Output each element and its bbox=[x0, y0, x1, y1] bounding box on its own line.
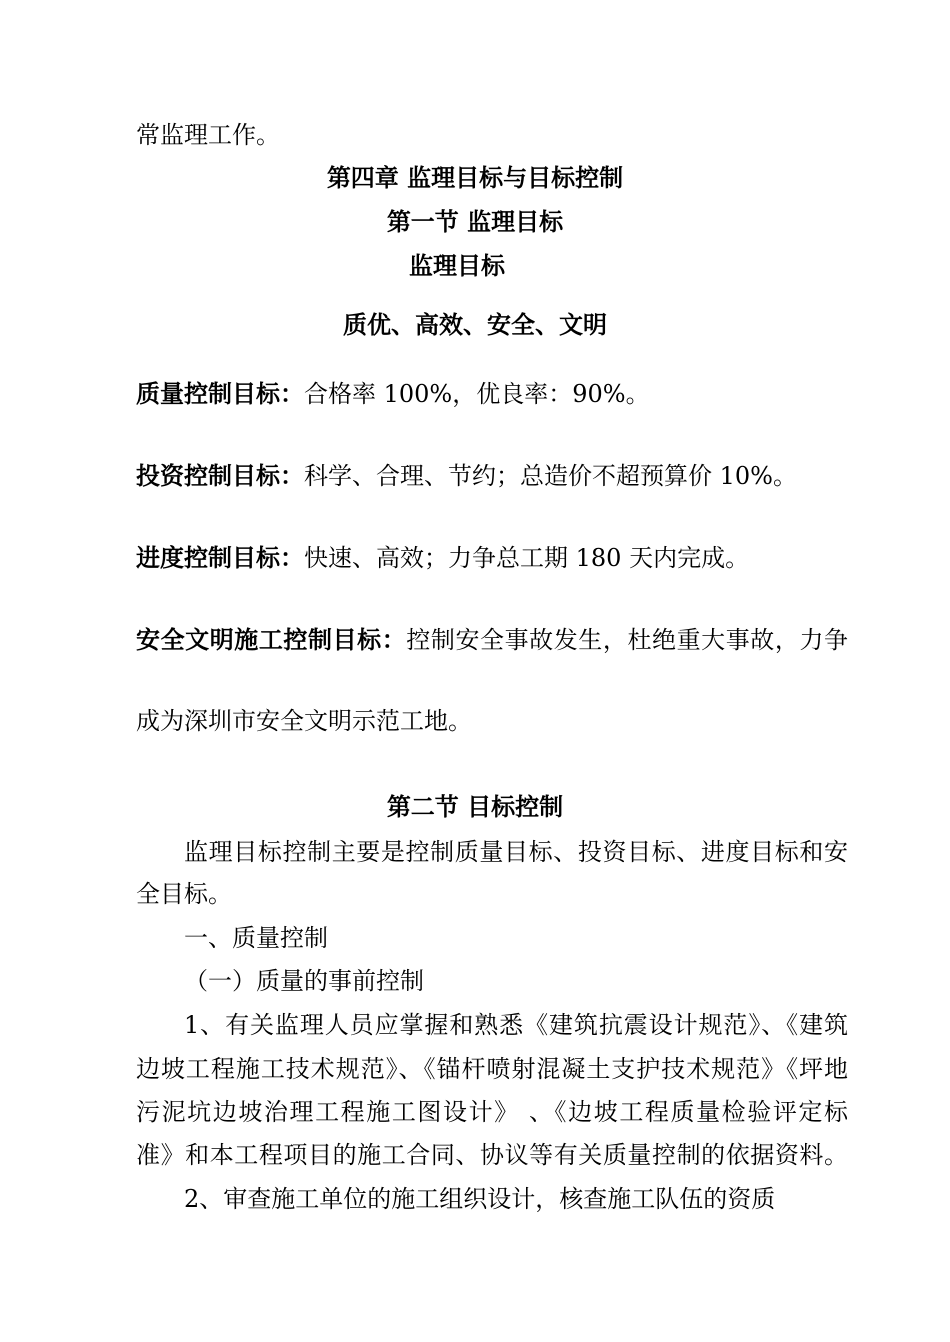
investment-goal-label: 投资控制目标： bbox=[136, 462, 304, 490]
schedule-goal-text: 快速、高效；力争总工期 180 天内完成。 bbox=[304, 544, 750, 572]
goal-summary: 质优、高效、安全、文明 bbox=[343, 311, 607, 339]
safety-goal-text-line1: 控制安全事故发生，杜绝重大事故，力争 bbox=[406, 626, 849, 654]
schedule-goal-label: 进度控制目标： bbox=[136, 544, 304, 572]
investment-goal bbox=[136, 461, 797, 491]
quality-goal bbox=[136, 379, 650, 409]
schedule-goal bbox=[136, 543, 749, 573]
item1-line2: 边坡工程施工技术规范》、《锚杆喷射混凝土支护技术规范》《坪地 bbox=[136, 1055, 848, 1083]
continuation-text: 常监理工作。 bbox=[136, 121, 280, 149]
item1-line3: 污泥坑边坡治理工程施工图设计》 、《边坡工程质量检验评定标 bbox=[136, 1098, 848, 1126]
intro-line2: 全目标。 bbox=[136, 880, 232, 908]
section2-title: 第二节 目标控制 bbox=[386, 793, 564, 821]
goal-heading: 监理目标 bbox=[409, 252, 505, 280]
safety-goal-text-line2: 成为深圳市安全文明示范工地。 bbox=[136, 707, 472, 735]
intro-line1: 监理目标控制主要是控制质量目标、投资目标、进度目标和安 bbox=[184, 838, 848, 866]
item2-line1: 2、审查施工单位的施工组织设计，核查施工队伍的资质 bbox=[184, 1185, 776, 1213]
section1-title: 第一节 监理目标 bbox=[386, 208, 564, 236]
quality-goal-label: 质量控制目标： bbox=[136, 380, 304, 408]
investment-goal-text: 科学、合理、节约；总造价不超预算价 10%。 bbox=[304, 462, 797, 490]
item1-line4: 准》和本工程项目的施工合同、协议等有关质量控制的依据资料。 bbox=[136, 1141, 848, 1169]
quality-goal-text: 合格率 100%，优良率：90%。 bbox=[304, 380, 650, 408]
safety-goal-label: 安全文明施工控制目标： bbox=[136, 626, 407, 654]
chapter-title: 第四章 监理目标与目标控制 bbox=[326, 164, 624, 192]
item1-line1: 1、有关监理人员应掌握和熟悉《建筑抗震设计规范》、《建筑 bbox=[184, 1011, 848, 1039]
subsection-quality-control: 一、质量控制 bbox=[184, 924, 328, 952]
subsection-pre-control: （一）质量的事前控制 bbox=[184, 967, 424, 995]
safety-goal bbox=[136, 625, 848, 655]
